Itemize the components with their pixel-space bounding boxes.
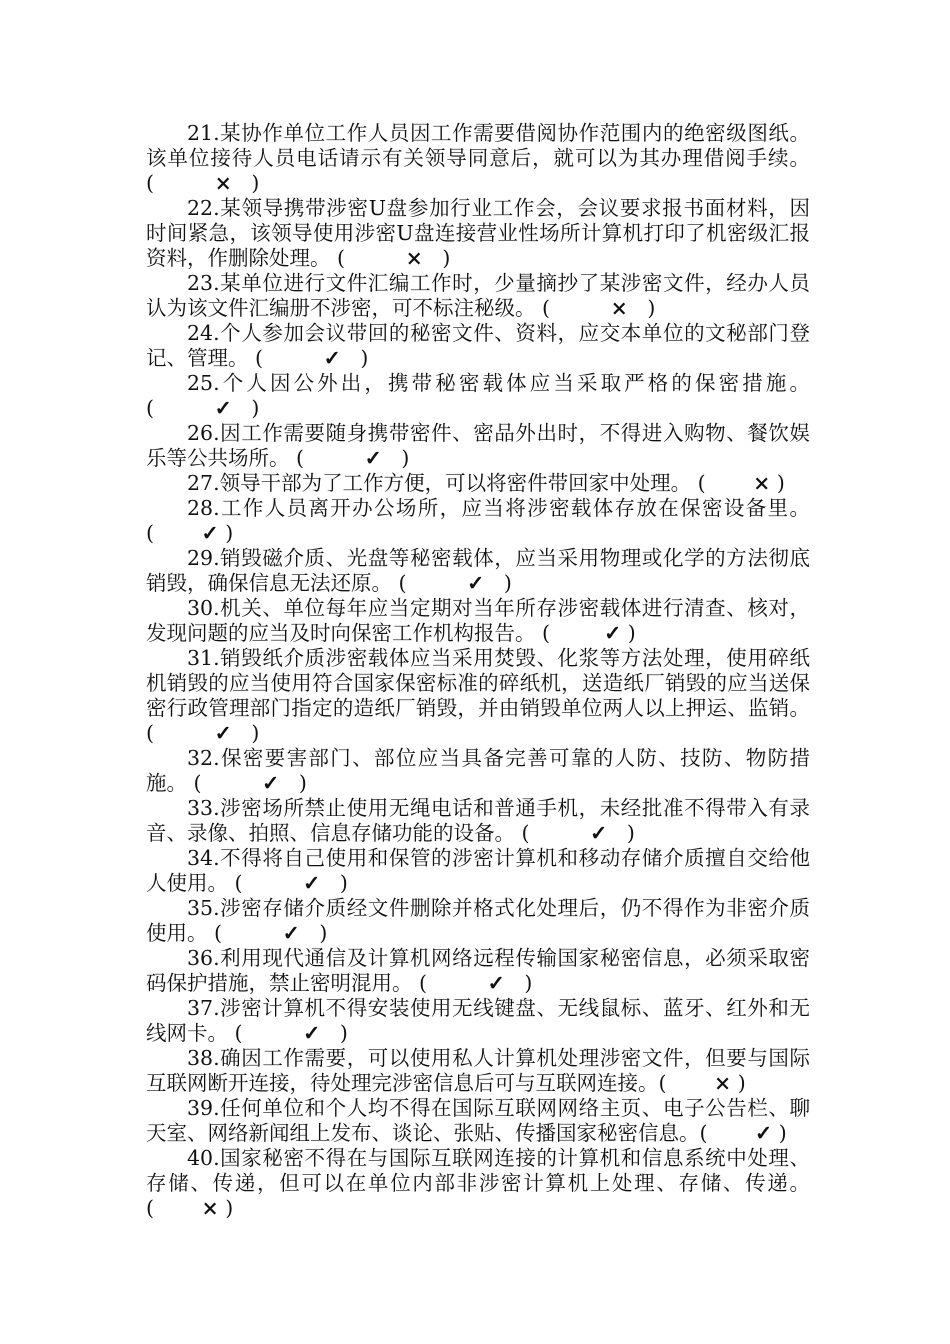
question-33 — [146, 796, 810, 846]
answer-mark: ✓ — [755, 1121, 773, 1145]
question-text: 25.个人因公外出，携带秘密载体应当采取严格的保密措施。 — [187, 371, 810, 395]
answer-mark: × — [214, 171, 232, 195]
question-35 — [146, 896, 810, 946]
question-34 — [146, 846, 810, 896]
question-25 — [146, 371, 810, 421]
question-37 — [146, 996, 810, 1046]
answer: ( × ) — [146, 1196, 234, 1220]
question-30 — [146, 596, 810, 646]
question-text: 26.因工作需要随身携带密件、密品外出时，不得进入购物、餐饮娱乐等公共场所。 — [146, 421, 810, 470]
answer-mark: ✓ — [303, 871, 321, 895]
question-26 — [146, 421, 810, 471]
answer: ( ✓ ) — [398, 571, 512, 595]
question-text: 30.机关、单位每年应当定期对当年所存涉密载体进行清查、核对，发现问题的应当及时向保密工作机构报告。 — [146, 596, 810, 645]
answer-mark: ✓ — [364, 446, 382, 470]
answer: ( ✓ ) — [193, 771, 307, 795]
question-text: 33.涉密场所禁止使用无绳电话和普通手机，未经批准不得带入有录音、录像、拍照、信息存储功能的设备。 — [146, 796, 810, 845]
question-29 — [146, 546, 810, 596]
question-text: 29.销毁磁介质、光盘等秘密载体，应当采用物理或化学的方法彻底销毁，确保信息无法还原。 — [146, 546, 810, 595]
answer-mark: ✓ — [590, 821, 608, 845]
answer-mark: ✓ — [282, 921, 300, 945]
answer-mark: × — [610, 296, 628, 320]
question-36 — [146, 946, 810, 996]
answer-mark: ✓ — [214, 721, 232, 745]
answer-mark: ✓ — [467, 571, 485, 595]
question-text: 22.某领导携带涉密U盘参加行业工作会，会议要求报书面材料，因时间紧急，该领导使用涉密U盘连接营业性场所计算机打印了机密级汇报资料，作删除处理。 — [146, 196, 810, 270]
answer-mark: × — [201, 1196, 219, 1220]
question-40 — [146, 1146, 810, 1221]
question-31 — [146, 646, 810, 746]
question-text: 23.某单位进行文件汇编工作时，少量摘抄了某涉密文件，经办人员认为该文件汇编册不涉密，可不标注秘级。 — [146, 271, 810, 320]
answer: ( ✓ ) — [146, 721, 260, 745]
question-28 — [146, 496, 810, 546]
answer: ( ✓ ) — [296, 446, 410, 470]
question-text: 24.个人参加会议带回的秘密文件、资料，应交本单位的文秘部门登记、管理。 — [146, 321, 810, 370]
answer: ( × ) — [697, 471, 785, 495]
answer: ( ✓ ) — [146, 521, 234, 545]
answer-mark: ✓ — [262, 771, 280, 795]
answer-mark: × — [714, 1071, 732, 1095]
answer: ( ✓ ) — [521, 821, 635, 845]
question-text: 39.任何单位和个人均不得在国际互联网网络主页、电子公告栏、聊天室、网络新闻组上发布、谈论、张贴、传播国家秘密信息。 — [146, 1096, 810, 1145]
answer-mark: × — [753, 471, 771, 495]
question-22 — [146, 196, 810, 271]
question-text: 32.保密要害部门、部位应当具备完善可靠的人防、技防、物防措施。 — [146, 746, 810, 795]
answer-mark: ✓ — [604, 621, 622, 645]
question-text: 40.国家秘密不得在与国际互联网连接的计算机和信息系统中处理、存储、传递，但可以在单位内部非涉密计算机上处理、存储、传递。 — [146, 1146, 810, 1195]
question-text: 37.涉密计算机不得安装使用无线键盘、无线鼠标、蓝牙、红外和无线网卡。 — [146, 996, 810, 1045]
question-text: 38.确因工作需要，可以使用私人计算机处理涉密文件，但要与国际互联网断开连接，待处理完涉密信息后可与互联网连接。 — [146, 1046, 810, 1095]
question-text: 27.领导干部为了工作方便，可以将密件带回家中处理。 — [187, 471, 692, 495]
answer-mark: ✓ — [323, 346, 341, 370]
question-38 — [146, 1046, 810, 1096]
question-text: 28.工作人员离开办公场所，应当将涉密载体存放在保密设备里。 — [187, 496, 810, 520]
question-text: 31.销毁纸介质涉密载体应当采用焚毁、化浆等方法处理，使用碎纸机销毁的应当使用符合国家保密标准的碎纸机，送造纸厂销毁的应当送保密行政管理部门指定的造纸厂销毁，并由销毁单位两人以上押运、监销。 — [146, 646, 810, 720]
answer-mark: × — [405, 246, 423, 270]
question-24 — [146, 321, 810, 371]
answer: ( ✓ ) — [542, 621, 636, 645]
question-32 — [146, 746, 810, 796]
answer: ( × ) — [658, 1071, 746, 1095]
answer: ( × ) — [542, 296, 656, 320]
answer: ( × ) — [146, 171, 260, 195]
answer-mark: ✓ — [214, 396, 232, 420]
question-text: 34.不得将自己使用和保管的涉密计算机和移动存储介质擅自交给他人使用。 — [146, 846, 810, 895]
answer: ( × ) — [337, 246, 451, 270]
question-text: 35.涉密存储介质经文件删除并格式化处理后，仍不得作为非密介质使用。 — [146, 896, 810, 945]
answer: ( ✓ ) — [255, 346, 369, 370]
question-text: 21.某协作单位工作人员因工作需要借阅协作范围内的绝密级图纸。该单位接待人员电话请示有关领导同意后，就可以为其办理借阅手续。 — [146, 121, 810, 170]
answer: ( ✓ ) — [214, 921, 328, 945]
answer: ( ✓ ) — [234, 1021, 348, 1045]
question-27 — [146, 471, 810, 496]
question-39 — [146, 1096, 810, 1146]
question-23 — [146, 271, 810, 321]
answer: ( ✓ ) — [699, 1121, 787, 1145]
answer-mark: ✓ — [487, 971, 505, 995]
answer: ( ✓ ) — [146, 396, 260, 420]
question-list — [146, 121, 810, 1221]
question-text: 36.利用现代通信及计算机网络远程传输国家秘密信息，必须采取密码保护措施，禁止密明混用。 — [146, 946, 810, 995]
answer-mark: ✓ — [201, 521, 219, 545]
question-21 — [146, 121, 810, 196]
answer: ( ✓ ) — [419, 971, 533, 995]
answer-mark: ✓ — [303, 1021, 321, 1045]
answer: ( ✓ ) — [234, 871, 348, 895]
